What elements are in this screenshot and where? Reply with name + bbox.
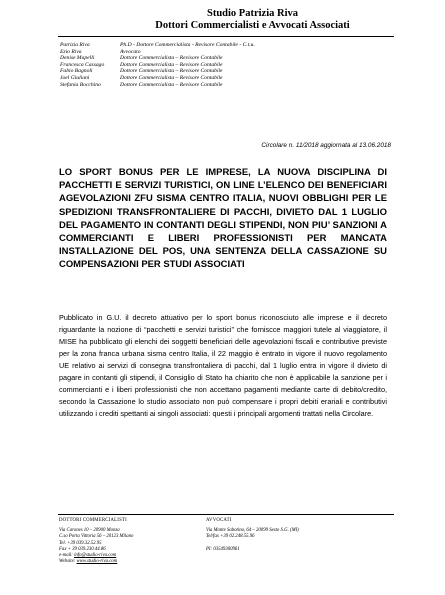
staff-row <box>60 68 320 75</box>
staff-title: Dottore Commercialista – Revisore Contabile <box>120 68 223 75</box>
staff-name: Patrizia Riva <box>60 42 90 48</box>
staff-row <box>60 62 320 69</box>
header-divider <box>58 36 394 37</box>
staff-title: Dottore Commercialista – Revisore Contabile <box>120 81 223 88</box>
footer-address-line: C.so Porta Vittoria 56 – 20123 Milano <box>59 534 134 540</box>
firm-header <box>0 8 445 32</box>
staff-row <box>60 55 320 62</box>
footer-divider <box>58 514 394 515</box>
staff-row <box>60 49 320 56</box>
footer-fax: Fax + 39 039.230.44.86 <box>59 546 106 552</box>
document-body: Pubblicato in G.U. il decreto attuativo per lo sport bonus riconosciuto alle imprese e il decreto riguardante la nozione di “pacchetti e servizi turistici” che forniscce maggiori tutele al viaggiatore, il MISE ha pubblicato gli elenchi dei soggetti beneficiari delle agevolazioni fiscali e contributive previste per la zona franca urbana sisma centro Italia, il 22 maggio è entrato in vigore il nuovo regolamento UE relativo ai servizi di consegna transfrontaliera di pacchi, dal 1 luglio entra in vigore il divieto di pagare in contanti gli stipendi, il Consiglio di Stato ha chiarito che non è applicabile la sanzione per i commercianti e i liberi professionisti che non accettano pagamenti mediante carte di debito/credito, secondo la Cassazione lo studio associato non può compensare i propri debiti erariali e contributivi utilizzando i crediti spettanti ai singoli associati: questi i principali argomenti trattati nella Circolare. <box>59 313 387 419</box>
footer-email-link[interactable]: info@studio-riva.com <box>74 553 117 559</box>
staff-title: Dottore Commercialista – Revisore Contabile <box>120 55 223 62</box>
staff-title: Dottore Commercialista – Revisore Contabile <box>120 61 223 68</box>
staff-title: Dottore Commercialista – Revisore Contabile <box>120 74 223 81</box>
staff-title: Avvocato <box>120 48 141 55</box>
footer-vat-number: PI: 03549300961 <box>206 546 240 552</box>
staff-name: Ezio Riva <box>60 48 82 55</box>
footer-commercialisti <box>59 518 133 565</box>
staff-row <box>60 42 320 49</box>
staff-name: Fabio Bagnoli <box>60 68 93 75</box>
staff-name: Francesca Cassago <box>60 61 105 68</box>
firm-name: Studio Patrizia Riva <box>207 8 298 19</box>
footer-phone: Tel/fax +39 02.248.55.96 <box>206 534 255 540</box>
footer-website-link[interactable]: www.studio-riva.com <box>76 559 118 565</box>
firm-subtitle: Dottori Commercialisti e Avvocati Associati <box>155 20 350 31</box>
footer-address-line: Via Carones 10 – 20900 Monza <box>59 528 120 534</box>
staff-name: Joel Giuliani <box>60 74 90 81</box>
document-title: LO SPORT BONUS PER LE IMPRESE, LA NUOVA DISCIPLINA DI PACCHETTI E SERVIZI TURISTICI, ON LINE L’ELENCO DEI BENEFICIARI AGEVOLAZIONI ZFU SISMA CENTRO ITALIA, NUOVI OBBLIGHI PER LE SPEDIZIONI TRANSFRONTALIERE DI PACCHI, DIVIETO DAL 1 LUGLIO DEL PAGAMENTO IN CONTANTI DEGLI STIPENDI, NON PIU’ SANZIONI A COMMERCIANTI E LIBERI PROFESSIONISTI PER MANCATA INSTALLAZIONE DEL POS, UNA SENTENZA DELLA CASSAZIONE SU COMPENSAZIONI PER STUDI ASSOCIATI <box>59 167 387 271</box>
staff-row <box>60 82 320 89</box>
footer-left-heading: DOTTORI COMMERCIALISTI <box>59 518 127 523</box>
footer-avvocati <box>206 518 299 553</box>
footer-phone: Tel. +39 039.32.52.95 <box>59 540 102 546</box>
staff-name: Denise Mapelli <box>60 55 95 62</box>
circular-reference: Circolare n. 11/2018 aggiornata al 13.06.2018 <box>261 142 391 149</box>
staff-list <box>60 42 320 88</box>
footer-address-line: Via Monte Sabotino, 64 – 20099 Sesto S.G. (MI) <box>206 528 299 534</box>
footer-website-row <box>59 559 133 565</box>
staff-row <box>60 75 320 82</box>
footer-website-label: Website: <box>59 559 76 565</box>
staff-name: Stefania Bocchino <box>60 81 101 88</box>
staff-title: Ph.D - Dottore Commercialista - Revisore Contabile - C.t.u. <box>120 42 255 48</box>
footer-email-label: e-mail: <box>59 553 73 559</box>
footer-right-heading: AVVOCATI <box>206 518 232 523</box>
